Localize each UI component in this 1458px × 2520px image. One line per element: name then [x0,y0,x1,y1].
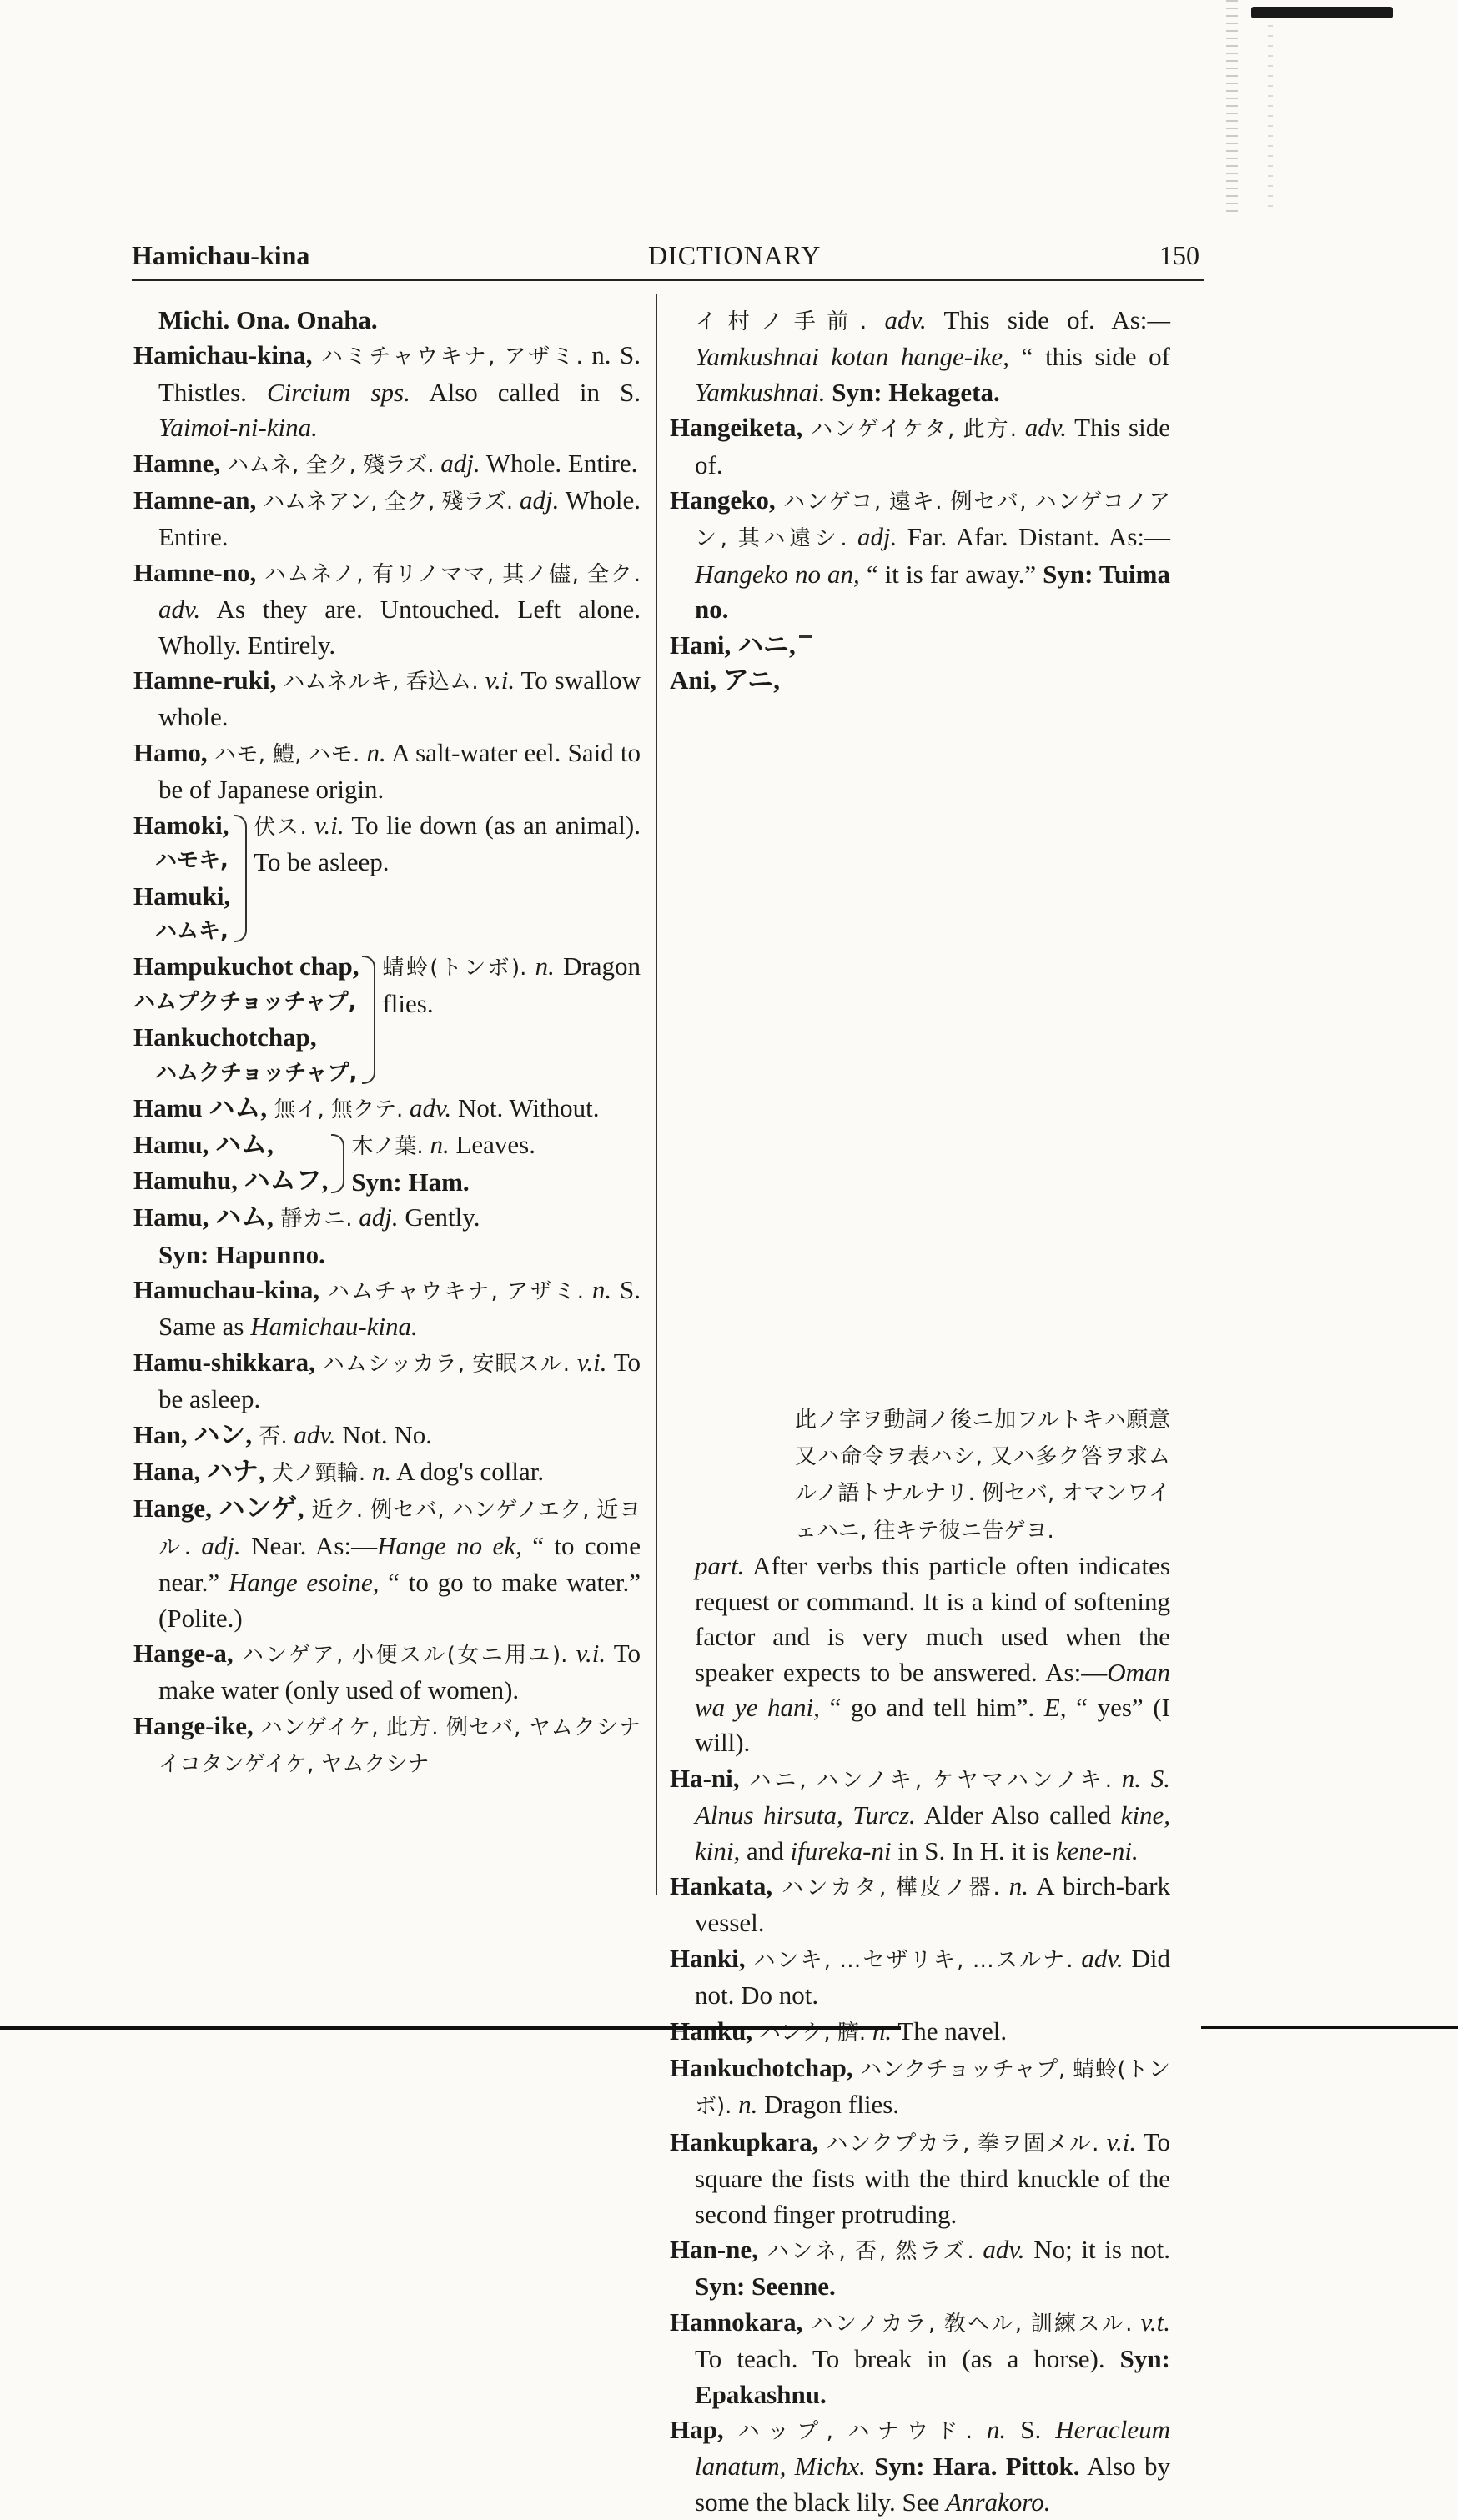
brace [234,815,247,943]
grouped-entry: Hani, ハニ, Ani, アニ, [670,628,1170,1471]
brace [362,956,375,1084]
dictionary-entry: Hamne-no, ハムネノ, 有リノママ, 其ノ儘, 全ク. adv. As they are. Untouched. Left alone. Wholly. Entirely. [133,557,641,660]
dictionary-entry: Hange-a, ハンゲア, 小便スル(女ニ用ユ). v.i. To make water (only used of women). [133,1639,641,1705]
dictionary-entry: Hangeiketa, ハンゲイケタ, 此方. adv. This side of. [670,413,1170,479]
scan-edge-line [0,2026,901,2030]
dictionary-entry: Hamne-an, ハムネアン, 全ク, 殘ラズ. adj. Whole. Entire. [133,485,641,552]
dictionary-entry: Hamu, ハム, 靜カニ. adj. Gently. Syn: Hapunno. [133,1202,480,1269]
running-title: DICTIONARY [648,240,822,270]
dictionary-entry: Hana, ハナ, 犬ノ頸輪. n. A dog's collar. [133,1457,545,1486]
brace [799,635,812,638]
entry-body: part. After verbs this particle often indicates request or command. It is a kind of softening factor and is very much used when the speaker expects to be answered. As:—Oman wa ye hani, “ go and tell him”. E, “ yes” (I will). [695,1551,1170,1758]
dictionary-entry: Ha-ni, ハニ, ハンノキ, ケヤマハンノキ. n. S. Alnus hirsuta, Turcz. Alder Also called kine, kini, and ifureka-ni in S. In H. it is kene-ni. [670,1763,1171,1865]
dictionary-entry: Hannokara, ハンノカラ, 敎ヘル, 訓練スル. v.t. To teach. To break in (as a horse). Syn: Epakashnu. [670,2307,1171,2409]
scan-edge-line [1201,2026,1458,2029]
dictionary-entry: Hankata, ハンカタ, 樺皮ノ器. n. A birch-bark vessel. [670,1870,1171,1938]
dictionary-entry: Hamo, ハモ, 鱧, ハモ. n. A salt-water eel. Said to be of Japanese origin. [133,737,641,805]
dictionary-entry: Hanki, ハンキ, …セザリキ, …スルナ. adv. Did not. Do not. [670,1943,1171,2010]
dictionary-entry: Hap, ハップ, ハナウド. n. S. Heracleum lanatum, Michx. Syn: Hara. Pittok. Also by some the black lily. See Anrakoro. [670,2415,1171,2517]
scan-noise [1226,0,1238,217]
dictionary-entry: Hamu ハム, 無イ, 無クテ. adv. Not. Without. [133,1092,600,1122]
column-divider [656,294,657,1895]
dictionary-entry: Hangeko, ハンゲコ, 遠キ. 例セバ, ハンゲコノアン, 其ハ遠シ. adj. Far. Afar. Distant. As:—Hangeko no an, “ it is far away.” Syn: Tuima no. [670,485,1171,625]
scan-mark [1251,7,1393,18]
dictionary-entry: Hamu-shikkara, ハムシッカラ, 安眠スル. v.i. To be asleep. [133,1347,641,1414]
dictionary-entry: Han-ne, ハンネ, 否, 然ラズ. adv. No; it is not. Syn: Seenne. [670,2235,1171,2302]
header-rule [132,279,1204,281]
entry-continuation: イ村ノ手前. adv. This side of. As:—Yamkushnai kotan hange-ike, “ this side of Yamkushnai. Syn: Hekageta. [695,305,1171,407]
dictionary-entry: Hankupkara, ハンクプカラ, 拳ヲ固メル. v.i. To square the fists with the third knuckle of the second finger protruding. [670,2126,1171,2229]
dictionary-entry: Hamuchau-kina, ハムチャウキナ, アザミ. n. S. Same as Hamichau-kina. [133,1274,641,1342]
brace [331,1134,344,1193]
dictionary-entry: Hanku, ハンク, 臍. n. The navel. [670,2015,1008,2046]
dictionary-entry: Hankuchotchap, ハンクチョッチャプ, 蜻蛉(トンボ). n. Dragon flies. [670,2052,1171,2120]
entry-body: 此ノ字ヲ動詞ノ後ニ加フルトキハ願意又ハ命令ヲ表ハシ, 又ハ多ク答ヲ求ムルノ語トナルナリ. 例セバ, オマンワイェハニ, 往キテ彼ニ告ゲヨ. [795,1407,1170,1544]
dictionary-entry: Hange-ike, ハンゲイケ, 此方. 例セバ, ヤムクシナイコタンゲイケ, ヤムクシナ [133,1710,641,1778]
right-column [670,303,1170,2520]
scan-noise [1268,25,1273,208]
grouped-entry: Hampukuchot chap, ハムプクチョッチャプ, Hankuchotchap, ハムクチョッチャプ, 蜻蛉(トンボ). n. Dragon flies. [133,951,641,1086]
entry-continuation: Michi. Ona. Onaha. [158,305,378,334]
grouped-entry: Hamoki, ハモキ, Hamuki, ハムキ, 伏ス. v.i. To lie down (as an animal). To be asleep. [133,810,641,944]
dictionary-entry: Hamichau-kina, ハミチャウキナ, アザミ. n. S. Thistles. Circium sps. Also called in S. Yaimoi-ni-kina. [133,340,641,443]
running-header [132,229,1199,271]
left-column [133,303,641,1783]
page-number: 150 [1159,240,1199,270]
grouped-entry: Hamu, ハム, Hamuhu, ハムフ, 木ノ葉. n. Leaves. Syn: Ham. [133,1130,535,1197]
dictionary-entry: Hamne-ruki, ハムネルキ, 呑込ム. v.i. To swallow whole. [133,665,641,732]
dictionary-entry: Han, ハン, 否. adv. Not. No. [133,1419,432,1449]
running-headword: Hamichau-kina [132,240,310,270]
dictionary-entry: Hamne, ハムネ, 全ク, 殘ラズ. adj. Whole. Entire. [133,448,638,478]
dictionary-entry: Hange, ハンゲ, 近ク. 例セバ, ハンゲノエク, 近ヨル. adj. Near. As:—Hange no ek, “ to come near.” Hange esoine, “ to go to make water.” (Polite.) [133,1493,641,1633]
